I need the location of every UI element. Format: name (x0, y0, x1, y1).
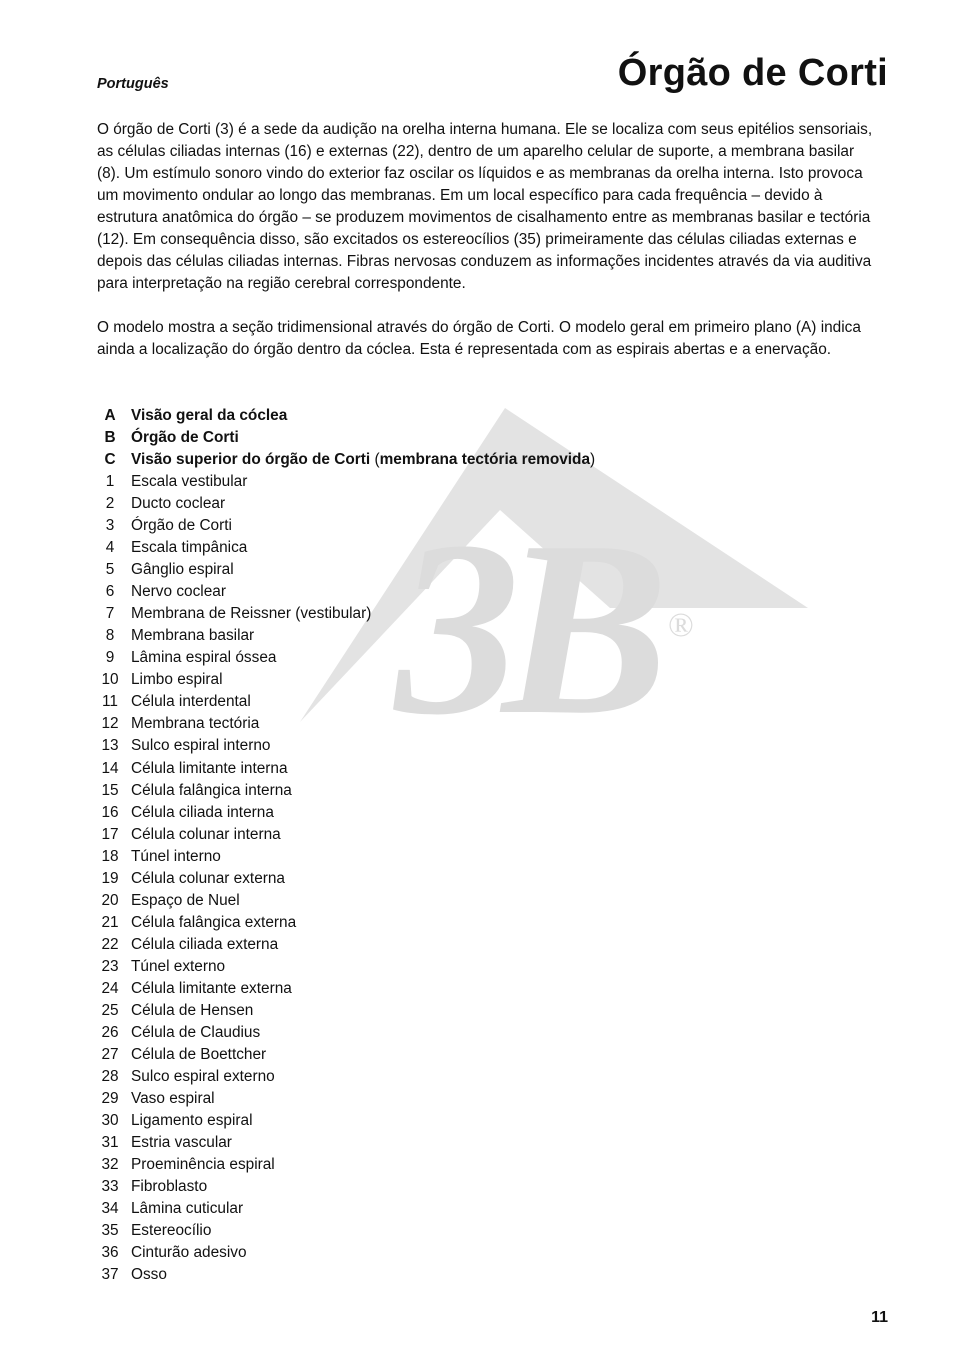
legend-item (97, 1066, 595, 1088)
legend-item (97, 758, 595, 780)
legend-key: 35 (101, 1222, 119, 1240)
legend-label: Órgão de Corti (131, 517, 232, 535)
legend-item (97, 1264, 595, 1286)
legend-item (97, 1154, 595, 1176)
legend-item (97, 449, 595, 471)
legend-item (97, 735, 595, 757)
legend-item (97, 934, 595, 956)
legend-key: A (104, 407, 116, 424)
legend-item (97, 1022, 595, 1044)
legend-key: 32 (101, 1156, 119, 1174)
legend-label: Célula falângica interna (131, 781, 292, 799)
legend-key: 6 (105, 583, 115, 601)
legend-label: Célula de Boettcher (131, 1045, 267, 1063)
legend-item (97, 559, 595, 581)
legend-key: 7 (105, 605, 115, 623)
legend-label: Nervo coclear (131, 583, 226, 601)
legend-key: 16 (101, 803, 119, 821)
legend-key: 14 (101, 759, 119, 777)
legend-item (97, 890, 595, 912)
legend-item (97, 868, 595, 890)
legend-key: 9 (105, 649, 115, 667)
legend-item (97, 1000, 595, 1022)
legend-item (97, 824, 595, 846)
legend-key: 15 (101, 781, 119, 799)
legend-key: 11 (102, 693, 118, 711)
legend-item (97, 647, 595, 669)
legend-list (97, 405, 595, 1286)
legend-item (97, 493, 595, 515)
legend-item (97, 1220, 595, 1242)
legend-item (97, 405, 595, 427)
legend-label: Escala timpânica (131, 539, 248, 557)
legend-item (97, 1176, 595, 1198)
legend-key: 17 (101, 825, 119, 843)
legend-item (97, 537, 595, 559)
legend-label: Sulco espiral interno (131, 737, 271, 755)
legend-key: 1 (105, 473, 115, 491)
legend-label: Célula ciliada externa (131, 935, 279, 953)
legend-key: 25 (101, 1001, 119, 1019)
legend-item (97, 603, 595, 625)
watermark-registered-mark: ® (668, 607, 694, 644)
watermark-logo-text: 3B (395, 490, 651, 730)
legend-key: 2 (105, 495, 115, 513)
legend-label: Túnel interno (131, 847, 221, 865)
legend-key: 12 (101, 715, 119, 733)
legend-paren-close: ) (590, 451, 596, 469)
legend-item (97, 1088, 595, 1110)
legend-key: 30 (101, 1112, 119, 1129)
legend-key: 24 (101, 979, 119, 997)
legend-key: 13 (101, 737, 119, 755)
legend-label: Lâmina espiral óssea (131, 649, 277, 667)
legend-key: 36 (101, 1244, 119, 1262)
legend-item (97, 691, 595, 713)
legend-item (97, 1044, 595, 1066)
legend-label: Espaço de Nuel (131, 891, 240, 909)
legend-label: Célula colunar externa (131, 869, 285, 887)
legend-label: Estereocílio (131, 1222, 212, 1240)
legend-key: 18 (101, 847, 119, 865)
legend-item (97, 427, 595, 449)
legend-label: Visão superior do órgão de Corti (131, 451, 371, 469)
legend-item (97, 1198, 595, 1220)
legend-item (97, 780, 595, 802)
legend-key: 26 (101, 1023, 119, 1041)
legend-label: Membrana basilar (131, 627, 255, 645)
legend-item (97, 912, 595, 934)
legend-label: Ligamento espiral (131, 1112, 253, 1129)
legend-label: Ducto coclear (131, 495, 226, 513)
legend-label: Proeminência espiral (131, 1156, 275, 1174)
legend-item (97, 581, 595, 603)
legend-key: 21 (101, 913, 119, 931)
legend-label: Escala vestibular (131, 473, 248, 491)
legend-item (97, 1242, 595, 1264)
legend-key: 33 (101, 1178, 119, 1196)
legend-item (97, 1132, 595, 1154)
legend-item (97, 471, 595, 493)
intro-paragraph: O órgão de Corti (3) é a sede da audição na orelha interna humana. Ele se localiza com seus epitélios sensoriais, as células ciliadas internas (16) e externas (22), dentro de um aparelho celular de suporte, a membrana basilar (8). Um estímulo sonoro vindo do exterior faz oscilar os líquidos e as membranas da orelha interna. Isto provoca um movimento ondular ao longo das membranas. Em um local específico para cada frequência – devido à estrutura anatômica do órgão – se produzem movimentos de cisalhamento entre as membranas basilar e tectória (12). Em consequência disso, são excitados os estereocílios (35) primeiramente das células ciliadas externas e depois das células ciliadas internas. Fibras nervosas conduzem as informações incidentes através da via auditiva para interpretação na região cerebral correspondente. (97, 121, 873, 292)
legend-item (97, 956, 595, 978)
legend-label: Estria vascular (131, 1134, 232, 1152)
legend-label: Fibroblasto (131, 1178, 208, 1196)
legend-label: Membrana tectória (131, 715, 260, 733)
legend-key: 5 (105, 561, 115, 579)
legend-item (97, 1110, 595, 1132)
legend-label: Túnel externo (131, 957, 226, 975)
legend-label: Vaso espiral (131, 1089, 215, 1107)
legend-key: B (104, 429, 116, 447)
legend-key: C (104, 451, 116, 469)
legend-key: 28 (101, 1067, 119, 1085)
legend-item (97, 978, 595, 1000)
legend-label: Gânglio espiral (131, 561, 234, 579)
model-description-paragraph: O modelo mostra a seção tridimensional através do órgão de Corti. O modelo geral em primeiro plano (A) indica ainda a localização do órgão dentro da cóclea. Esta é representada com as espirais abertas e a enervação. (97, 319, 861, 358)
page-title: Órgão de Corti (617, 52, 888, 94)
legend-label: Cinturão adesivo (131, 1244, 247, 1262)
legend-label: Célula de Hensen (131, 1001, 254, 1019)
legend-key: 10 (101, 671, 119, 689)
legend-label: Célula de Claudius (131, 1023, 261, 1041)
legend-key: 37 (101, 1266, 119, 1284)
legend-item (97, 669, 595, 691)
legend-label: Célula limitante externa (131, 979, 292, 997)
legend-key: 19 (101, 869, 119, 887)
legend-key: 23 (101, 957, 119, 975)
language-label: Português (97, 76, 169, 92)
legend-item (97, 713, 595, 735)
legend-key: 27 (101, 1045, 119, 1063)
legend-label-secondary: membrana tectória removida (379, 451, 591, 469)
legend-key: 31 (101, 1134, 119, 1152)
legend-label: Célula limitante interna (131, 759, 288, 777)
legend-label: Osso (131, 1266, 167, 1284)
legend-item (97, 515, 595, 537)
legend-label: Célula ciliada interna (131, 803, 274, 821)
legend-paren-open: ( (374, 451, 380, 469)
legend-key: 3 (105, 517, 115, 535)
legend-label: Lâmina cuticular (131, 1200, 244, 1218)
legend-label: Célula colunar interna (131, 825, 281, 843)
legend-label: Célula falângica externa (131, 913, 297, 931)
legend-label: Limbo espiral (131, 671, 223, 689)
legend-key: 4 (105, 539, 115, 557)
legend-label: Célula interdental (131, 693, 251, 711)
page-number: 11 (871, 1309, 888, 1326)
legend-item (97, 625, 595, 647)
legend-key: 22 (101, 935, 119, 953)
legend-item (97, 802, 595, 824)
legend-key: 8 (105, 627, 115, 645)
legend-label: Visão geral da cóclea (131, 407, 288, 424)
legend-key: 34 (101, 1200, 119, 1218)
legend-label: Órgão de Corti (131, 429, 239, 447)
legend-item (97, 846, 595, 868)
legend-label: Membrana de Reissner (vestibular) (131, 605, 372, 623)
legend-key: 20 (101, 891, 119, 909)
legend-key: 29 (101, 1089, 119, 1107)
legend-label: Sulco espiral externo (131, 1067, 275, 1085)
